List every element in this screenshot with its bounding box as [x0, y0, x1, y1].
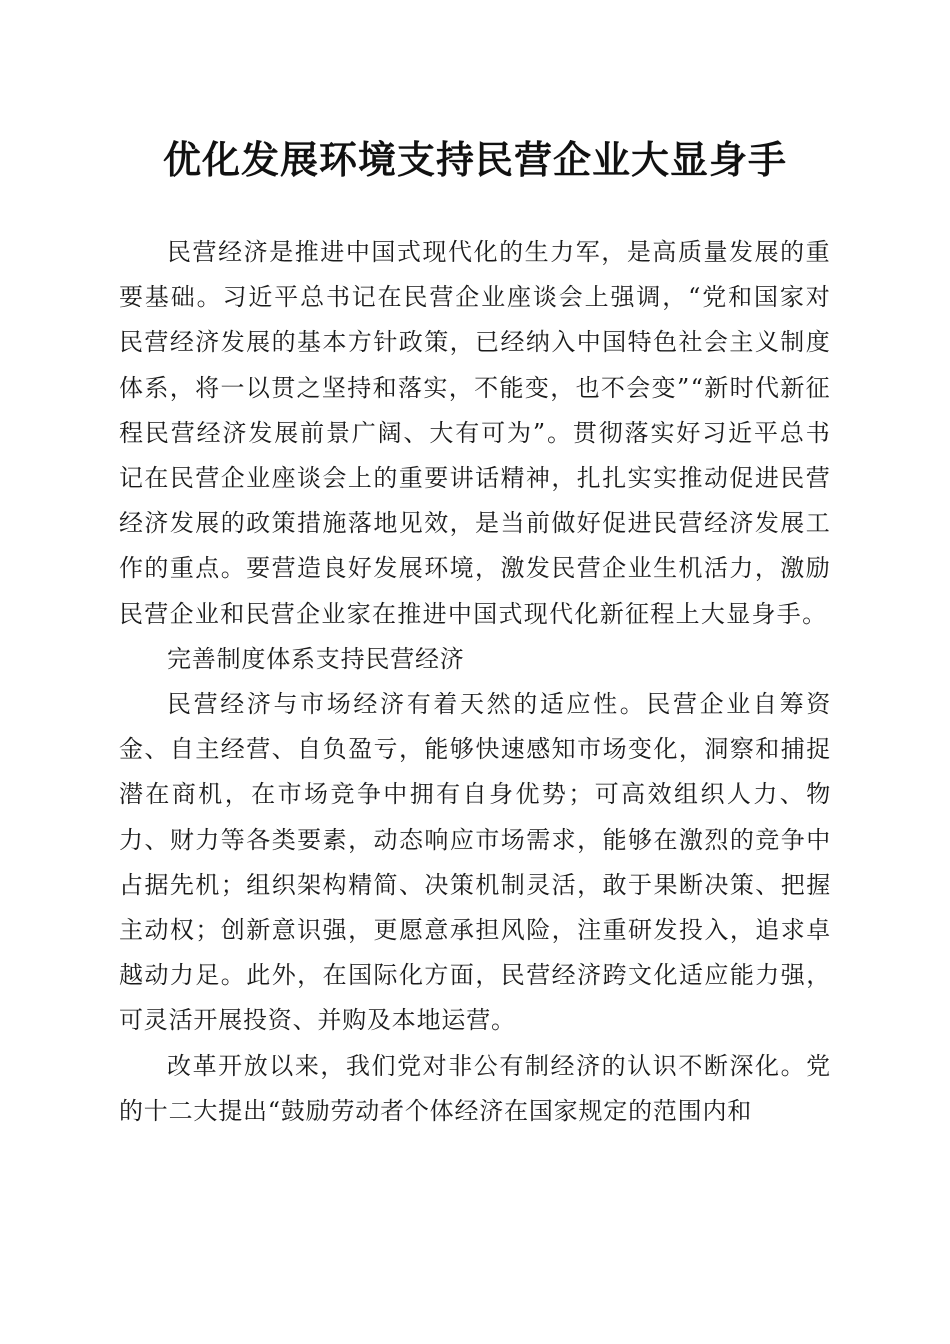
document-body [119, 230, 831, 1134]
paragraph-intro: 民营经济是推进中国式现代化的生力军，是高质量发展的重要基础。习近平总书记在民营企业座谈会上强调，“党和国家对民营经济发展的基本方针政策，已经纳入中国特色社会主义制度体系，将一以贯之坚持和落实，不能变，也不会变”“新时代新征程民营经济发展前景广阔、大有可为”。贯彻落实好习近平总书记在民营企业座谈会上的重要讲话精神，扎扎实实推动促进民营经济发展的政策措施落地见效，是当前做好促进民营经济发展工作的重点。要营造良好发展环境，激发民营企业生机活力，激励民营企业和民营企业家在推进中国式现代化新征程上大显身手。 [119, 238, 831, 628]
paragraph-reform: 改革开放以来，我们党对非公有制经济的认识不断深化。党的十二大提出“鼓励劳动者个体经济在国家规定的范围内和 [119, 1051, 831, 1125]
document-title: 优化发展环境支持民营企业大显身手 [162, 137, 787, 182]
section-heading: 完善制度体系支持民营经济 [167, 644, 465, 673]
paragraph-advantages: 民营经济与市场经济有着天然的适应性。民营企业自筹资金、自主经营、自负盈亏，能够快速感知市场变化，洞察和捕捉潜在商机，在市场竞争中拥有自身优势；可高效组织人力、物力、财力等各类要素，动态响应市场需求，能够在激烈的竞争中占据先机；组织架构精简、决策机制灵活，敢于果断决策、把握主动权；创新意识强，更愿意承担风险，注重研发投入，追求卓越动力足。此外，在国际化方面，民营经济跨文化适应能力强，可灵活开展投资、并购及本地运营。 [119, 690, 831, 1035]
